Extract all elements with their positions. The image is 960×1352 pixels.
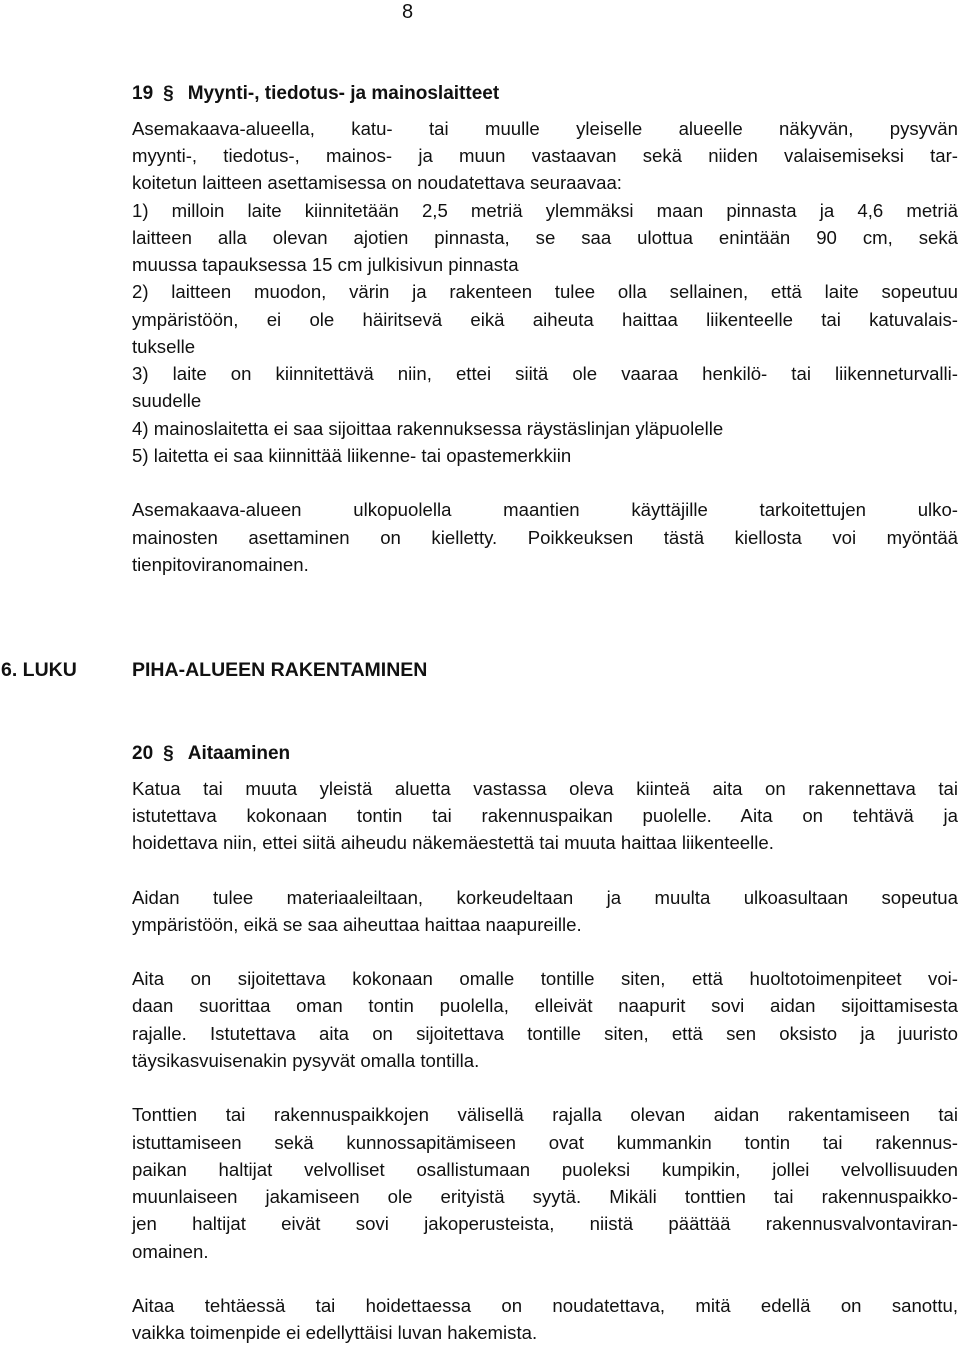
section-sign: § xyxy=(163,743,174,764)
section-19-line: 2) laitteen muodon, värin ja rakenteen tulee olla sellainen, että laite sopeutuu xyxy=(132,281,958,302)
section-19-line: 5) laitetta ei saa kiinnittää liikenne- tai opastemerkkiin xyxy=(132,445,572,466)
section-19-para2-line: mainosten asettaminen on kielletty. Poikkeuksen tästä kiellosta voi myöntää xyxy=(132,527,958,548)
section-19-heading xyxy=(132,81,499,107)
section-19-para2-line: Asemakaava-alueen ulkopuolella maantien käyttäjille tarkoitettujen ulko- xyxy=(132,499,958,520)
section-20-line: istuttamiseen sekä kunnossapitämiseen ovat kummankin tontin tai rakennus- xyxy=(132,1132,958,1153)
chapter-title: PIHA-ALUEEN RAKENTAMINEN xyxy=(132,659,428,681)
section-19-line: 3) laite on kiinnitettävä niin, ettei siitä ole vaaraa henkilö- tai liikenneturvalli- xyxy=(132,363,958,384)
section-19-line: tukselle xyxy=(132,336,196,357)
section-19-line: laitteen alla olevan ajotien pinnasta, se saa ulottua enintään 90 cm, sekä xyxy=(132,227,958,248)
section-20-line: jen haltijat eivät sovi jakoperusteista, niistä päättää rakennusvalvontaviran- xyxy=(132,1213,958,1234)
section-19-line: koitetun laitteen asettamisessa on noudatettava seuraavaa: xyxy=(132,172,622,193)
section-20-line: Tonttien tai rakennuspaikkojen välisellä rajalla olevan aidan rakentamiseen tai xyxy=(132,1104,958,1125)
section-19-line: Asemakaava-alueella, katu- tai muulle yleiselle alueelle näkyvän, pysyvän xyxy=(132,118,958,139)
section-20-line: hoidettava niin, ettei siitä aiheudu näkemäestettä tai muuta haittaa liikenteelle. xyxy=(132,832,774,853)
section-20-line: rajalle. Istutettava aita on sijoitettava tontille siten, että sen oksisto ja juuristo xyxy=(132,1023,958,1044)
section-number: 19 xyxy=(132,83,154,104)
section-20-line: istutettava kokonaan tontin tai rakennuspaikan puolelle. Aita on tehtävä ja xyxy=(132,805,958,826)
section-20-line: täysikasvuisenakin pysyvät omalla tontilla. xyxy=(132,1050,480,1071)
section-20-line: Aidan tulee materiaaleiltaan, korkeudeltaan ja muulta ulkoasultaan sopeutua xyxy=(132,887,958,908)
section-19-para2-line: tienpitoviranomainen. xyxy=(132,554,309,575)
section-19-line: muussa tapauksessa 15 cm julkisivun pinnasta xyxy=(132,254,519,275)
section-19-line: ympäristöön, ei ole häiritsevä eikä aiheuta haittaa liikenteelle tai katuvalais- xyxy=(132,309,958,330)
section-19-line: myynti-, tiedotus-, mainos- ja muun vastaavan sekä niiden valaisemiseksi tar- xyxy=(132,145,958,166)
chapter-label: 6. LUKU xyxy=(1,659,77,681)
section-title: Myynti-, tiedotus- ja mainoslaitteet xyxy=(187,83,500,104)
section-title: Aitaaminen xyxy=(187,743,291,764)
section-20-line: ympäristöön, eikä se saa aiheuttaa haittaa naapureille. xyxy=(132,914,582,935)
section-20-heading xyxy=(132,741,290,767)
section-20-line: paikan haltijat velvolliset osallistumaan puoleksi kumpikin, jollei velvollisuuden xyxy=(132,1159,958,1180)
section-19-line: 1) milloin laite kiinnitetään 2,5 metriä ylemmäksi maan pinnasta ja 4,6 metriä xyxy=(132,200,958,221)
section-20-line: daan suorittaa oman tontin puolella, elleivät naapurit sovi aidan sijoittamisesta xyxy=(132,995,958,1016)
section-20-line: Katua tai muuta yleistä aluetta vastassa oleva kiinteä aita on rakennettava tai xyxy=(132,778,958,799)
section-number: 20 xyxy=(132,743,154,764)
section-20-line: muunlaiseen jakamiseen ole erityistä syytä. Mikäli tonttien tai rakennuspaikko- xyxy=(132,1186,958,1207)
section-19-line: suudelle xyxy=(132,390,202,411)
section-20-line: vaikka toimenpide ei edellyttäisi luvan hakemista. xyxy=(132,1322,538,1343)
section-20-line: omainen. xyxy=(132,1241,209,1262)
section-20-line: Aitaa tehtäessä tai hoidettaessa on noudatettava, mitä edellä on sanottu, xyxy=(132,1295,958,1316)
section-20-line: Aita on sijoitettava kokonaan omalle tontille siten, että huoltotoimenpiteet voi- xyxy=(132,968,958,989)
section-sign: § xyxy=(163,83,174,104)
page-number: 8 xyxy=(402,1,414,23)
section-19-line: 4) mainoslaitetta ei saa sijoittaa rakennuksessa räystäslinjan yläpuolelle xyxy=(132,418,724,439)
